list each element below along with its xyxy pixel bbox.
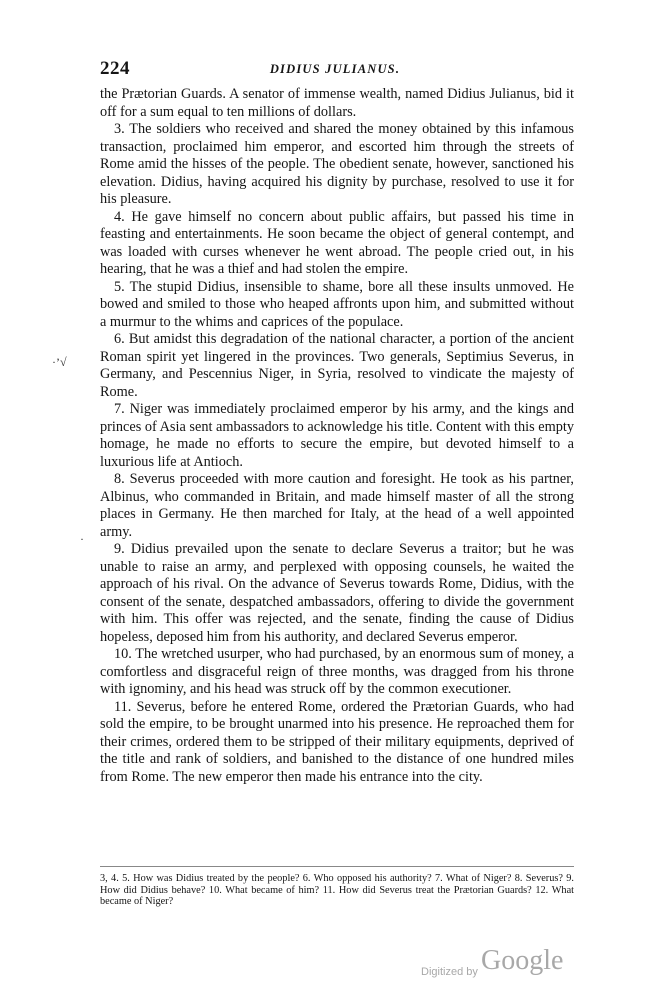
paragraph-4: 4. He gave himself no concern about public affairs, but passed his time in feasting and entertainments. He soon became the object of general contempt, and was loaded with curses whenever he went abroad. The people cried out, in his hearing, that he was a thief and had stolen the empire. [100, 208, 574, 277]
paragraph-8: 8. Severus proceeded with more caution and foresight. He took as his partner, Albinus, who commanded in Britain, and made himself master of all the strong places in Germany. He then marched for Italy, at the head of a well appointed army. [100, 471, 574, 540]
google-logo: Google [481, 945, 564, 976]
paragraph-7: 7. Niger was immediately proclaimed emperor by his army, and the kings and princes of Asia sent ambassadors to acknowledge his title. Content with this empty homage, he made no efforts to secure the empire, but devoted himself to a luxurious life at Antioch. [100, 401, 574, 470]
margin-speck: ·’√ [52, 355, 67, 369]
paragraph-11: 11. Severus, before he entered Rome, ordered the Prætorian Guards, who had sold the empire, to be brought unarmed into his presence. He reproached them for their crimes, ordered them to be stripped of their military equipments, deprived of the title and rank of soldiers, and banished to the distance of one hundred miles from Rome. The new emperor then made his entrance into the city. [100, 698, 574, 785]
margin-dot: · [80, 532, 84, 546]
footnote-questions: 3, 4. 5. How was Didius treated by the people? 6. Who opposed his authority? 7. What of Niger? 8. Severus? 9. How did Didius behave? 10. What became of him? 11. How did Severus treat the Prætorian Guards? 12. What became of Niger? [100, 873, 574, 908]
page-number: 224 [100, 58, 130, 79]
paragraph-6: 6. But amidst this degradation of the national character, a portion of the ancient Roman spirit yet lingered in the provinces. Two generals, Septimius Severus, in Germany, and Pescennius Niger, in Syria, resolved to vindicate the majesty of Rome. [100, 331, 574, 400]
page-header [100, 58, 570, 82]
paragraph-5: 5. The stupid Didius, insensible to shame, bore all these insults unmoved. He bowed and smiled to those who heaped affronts upon him, and submitted without a murmur to the whims and caprices of the populace. [100, 278, 574, 330]
running-title: DIDIUS JULIANUS. [269, 62, 401, 76]
paragraph-9: 9. Didius prevailed upon the senate to declare Severus a traitor; but he was unable to raise an army, and perplexed with opposing counsels, he waited the approach of his rival. On the advance of Severus towards Rome, Didius, with the consent of the senate, despatched ambassadors, offering to divide the government with him. This offer was rejected, and the senate, finding the cause of Didius hopeless, deposed him from his authority, and declared Severus emperor. [100, 541, 574, 645]
footnotes [100, 873, 574, 908]
watermark-prefix: Digitized by [421, 966, 478, 978]
paragraph-3: 3. The soldiers who received and shared the money obtained by this infamous transaction, proclaimed him emperor, and escorted him through the streets of Rome amid the hisses of the people. The obedient senate, however, sanctioned his elevation. Didius, having acquired his dignity by purchase, resolved to use it for his pleasure. [100, 121, 574, 207]
paragraph-10: 10. The wretched usurper, who had purchased, by an enormous sum of money, a comfortless and disgraceful reign of three months, was dragged from his throne with ignominy, and his head was struck off by the common executioner. [100, 646, 574, 697]
body-text [100, 86, 574, 786]
paragraph-continuation: the Prætorian Guards. A senator of immense wealth, named Didius Julianus, bid it off for a sum equal to ten millions of dollars. [100, 86, 574, 120]
footnote-rule [100, 866, 574, 867]
